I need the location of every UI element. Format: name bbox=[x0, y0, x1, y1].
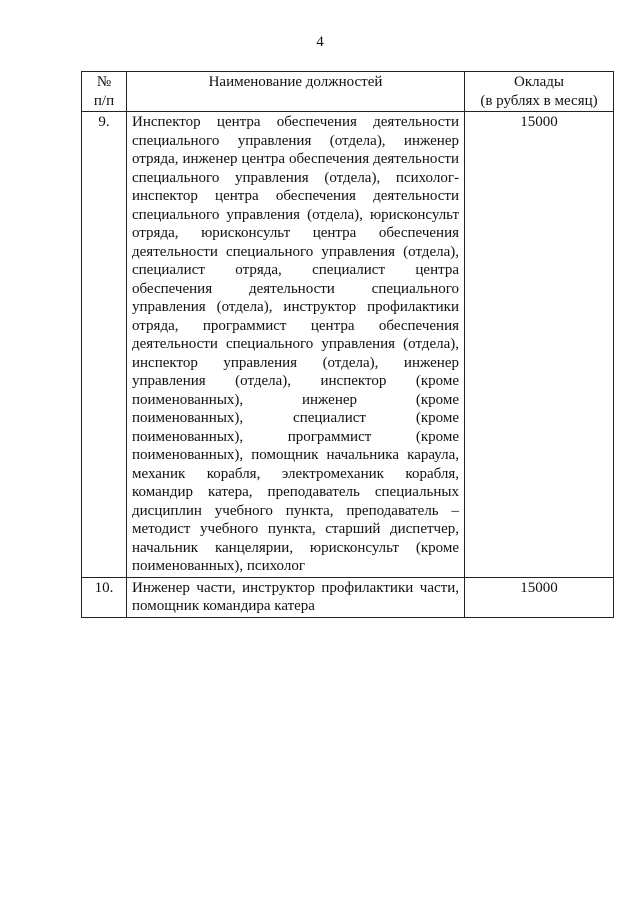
header-number-abbr: п/п bbox=[93, 92, 115, 109]
positions-salary-table bbox=[81, 71, 614, 618]
table-header-row bbox=[82, 72, 614, 112]
table-row bbox=[82, 577, 614, 617]
row-number: 9. bbox=[82, 112, 127, 578]
header-number bbox=[82, 72, 127, 112]
header-salary bbox=[465, 72, 614, 112]
row-position-names: Инспектор центра обеспечения деятельности специального управления (отдела), инженер отряда, инженер центра обеспечения деятельности специального управления (отдела), психолог-инспектор центра обеспечения деятельности специального управления (отдела), юрисконсульт отряда, юрисконсульт центра обеспечения деятельности специального управления (отдела), специалист отряда, специалист центра обеспечения деятельности специального управления (отдела), инструктор профилактики отряда, программист центра обеспечения деятельности специального управления (отдела), инспектор управления (отдела), инженер управления (отдела), инспектор (кроме поименованных), инженер (кроме поименованных), специалист (кроме поименованных), программист (кроме поименованных), помощник начальника караула, механик корабля, электромеханик корабля, командир катера, преподаватель специальных дисциплин учебного пункта, преподаватель – методист учебного пункта, старший диспетчер, начальник канцелярии, юрисконсульт (кроме поименованных), психолог bbox=[127, 112, 465, 578]
row-position-names: Инженер части, инструктор профилактики части, помощник командира катера bbox=[127, 577, 465, 617]
header-salary-unit: (в рублях в месяц) bbox=[480, 92, 598, 109]
header-number-symbol: № bbox=[96, 74, 112, 90]
row-salary: 15000 bbox=[465, 577, 614, 617]
header-position-name: Наименование должностей bbox=[127, 72, 465, 112]
row-number: 10. bbox=[82, 577, 127, 617]
row-salary: 15000 bbox=[465, 112, 614, 578]
table-row bbox=[82, 112, 614, 578]
page-number: 4 bbox=[316, 34, 324, 50]
header-salary-title: Оклады bbox=[514, 74, 564, 90]
